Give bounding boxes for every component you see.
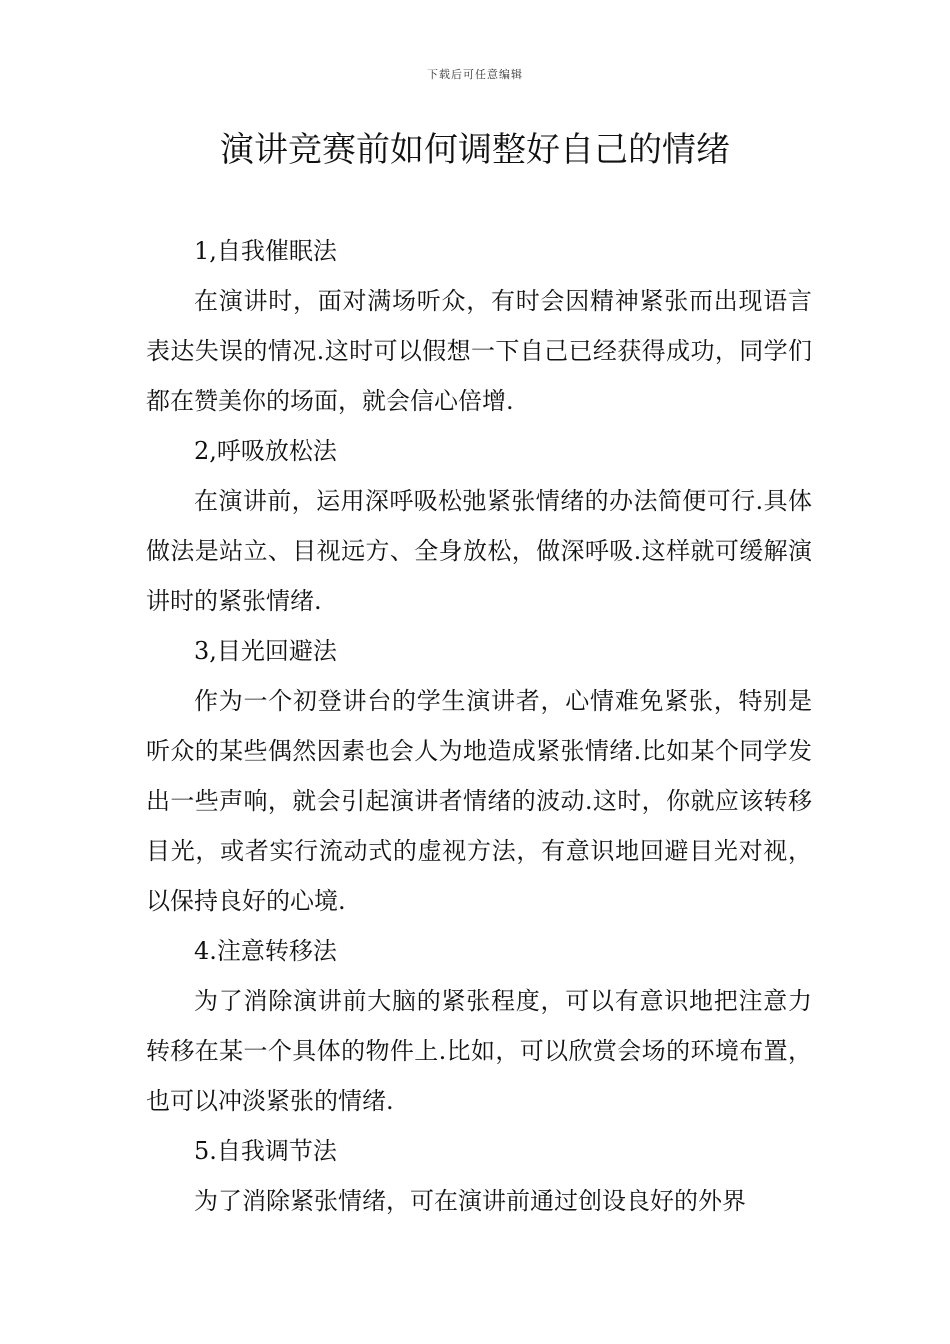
section-paragraph-1: 在演讲时，面对满场听众，有时会因精神紧张而出现语言表达失误的情况.这时可以假想一下自己已经获得成功，同学们都在赞美你的场面，就会信心倍增. bbox=[146, 287, 812, 415]
section-paragraph-5: 为了消除紧张情绪，可在演讲前通过创设良好的外界 bbox=[194, 1187, 746, 1215]
section-paragraph-4: 为了消除演讲前大脑的紧张程度，可以有意识地把注意力转移在某一个具体的物件上.比如，可以欣赏会场的环境布置，也可以冲淡紧张的情绪. bbox=[146, 987, 812, 1115]
section-heading-5: 5.自我调节法 bbox=[194, 1137, 337, 1165]
document-body bbox=[146, 226, 812, 1226]
section-paragraph-2: 在演讲前，运用深呼吸松弛紧张情绪的办法简便可行.具体做法是站立、目视远方、全身放松，做深呼吸.这样就可缓解演讲时的紧张情绪. bbox=[146, 487, 812, 615]
section-heading-4: 4.注意转移法 bbox=[194, 937, 337, 965]
section-paragraph-3: 作为一个初登讲台的学生演讲者，心情难免紧张，特别是听众的某些偶然因素也会人为地造成紧张情绪.比如某个同学发出一些声响，就会引起演讲者情绪的波动.这时，你就应该转移目光，或者实行流动式的虚视方法，有意识地回避目光对视，以保持良好的心境. bbox=[146, 687, 812, 915]
section-heading-1: 1,自我催眠法 bbox=[194, 237, 337, 265]
section-heading-2: 2,呼吸放松法 bbox=[194, 437, 337, 465]
header-note: 下载后可任意编辑 bbox=[427, 68, 523, 81]
document-title: 演讲竞赛前如何调整好自己的情绪 bbox=[220, 130, 730, 170]
section-heading-3: 3,目光回避法 bbox=[194, 637, 337, 665]
